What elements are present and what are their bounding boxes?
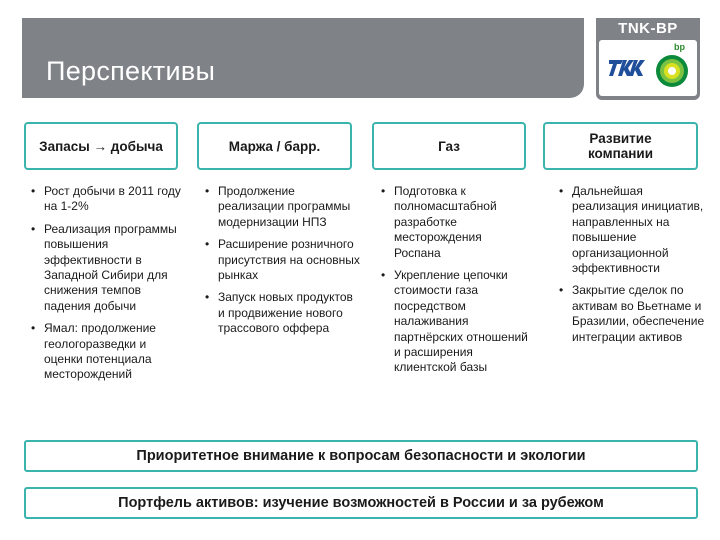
column-heading-margin: Маржа / барр. <box>197 122 352 170</box>
page-title: Перспективы <box>46 56 216 86</box>
column-list-development <box>556 184 706 352</box>
title-banner <box>22 18 584 98</box>
column-heading-development: Развитие компании <box>543 122 698 170</box>
safety-priority-bar: Приоритетное внимание к вопросам безопасности и экологии <box>24 440 698 472</box>
list-item: • Ямал: продолжение геологоразведки и оценки потенциала месторождений <box>31 321 156 382</box>
logo-brand-text: TNK-BP <box>618 20 678 37</box>
bp-helios-icon <box>655 54 689 88</box>
list-item: • Продолжение реализации программы модернизации НПЗ <box>205 184 351 229</box>
logo-emblem-box <box>599 40 697 96</box>
column-heading-reserves: Запасы → добыча <box>24 122 178 170</box>
list-item: • Рост добычи в 2011 году на 1-2% <box>31 184 181 214</box>
tnk-emblem-icon <box>607 56 649 80</box>
list-item: • Запуск новых продуктов и продвижение нового трассового оффера <box>205 290 353 336</box>
list-item: • Подготовка к полномасштабной разработке месторождения Роспана <box>381 184 497 260</box>
list-item: • Расширение розничного присутствия на основных рынках <box>205 237 360 283</box>
column-list-margin <box>202 184 360 344</box>
list-item: • Дальнейшая реализация инициатив, направленных на повышение организационной эффективности <box>559 184 704 276</box>
company-logo <box>596 18 700 100</box>
column-list-gas <box>378 184 530 383</box>
asset-portfolio-bar: Портфель активов: изучение возможностей в России и за рубежом <box>24 487 698 519</box>
column-list-reserves <box>28 184 188 390</box>
list-item: • Реализация программы повышения эффективности в Западной Сибири для снижения темпов падения добычи <box>31 221 177 313</box>
column-heading-gas: Газ <box>372 122 526 170</box>
list-item: • Укрепление цепочки стоимости газа посредством налаживания партнёрских отношений и расширения клиентской базы <box>381 268 528 375</box>
list-item: • Закрытие сделок по активам во Вьетнаме и Бразилии, обеспечение интеграции активов <box>559 283 705 344</box>
logo-bp-text: bp <box>674 42 685 52</box>
